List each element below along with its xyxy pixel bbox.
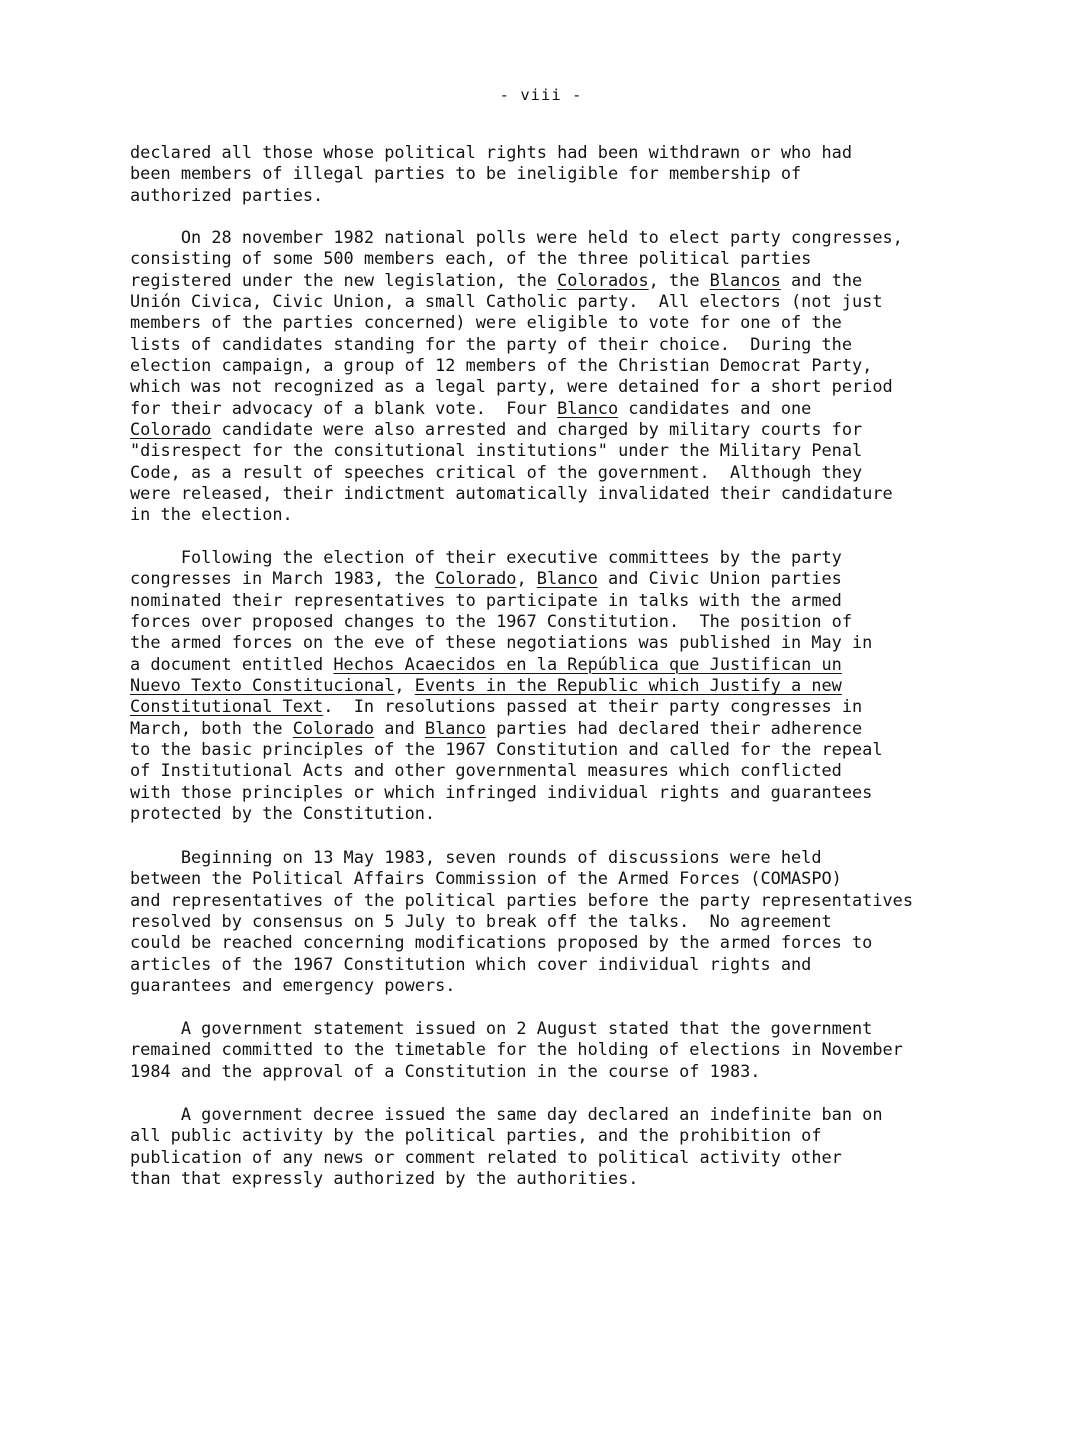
- underlined-term: Colorados: [557, 269, 649, 290]
- underlined-term: Events in the Republic which Justify a new: [414, 675, 842, 696]
- text-segment: and: [374, 717, 425, 738]
- text-segment: and the: [780, 269, 863, 290]
- text-segment: "disrespect for the consitutional institutions" under the Military Penal: [130, 440, 863, 461]
- text-line: [130, 760, 883, 781]
- text-line: [130, 696, 883, 717]
- text-segment: been members of illegal parties to be ineligible for membership of: [130, 163, 802, 184]
- text-segment: , the: [648, 269, 710, 290]
- text-segment: articles of the 1967 Constitution which cover individual rights and: [130, 953, 812, 974]
- text-segment: publication of any news or comment related to political activity other: [130, 1146, 842, 1167]
- text-segment: with those principles or which infringed individual rights and guarantees: [130, 781, 873, 802]
- underlined-term: Blancos: [709, 269, 781, 290]
- paragraph-2: [130, 227, 903, 526]
- text-segment: registered under the new legislation, the: [130, 269, 558, 290]
- underlined-term: Colorado: [292, 717, 375, 738]
- text-line: [130, 611, 883, 632]
- underlined-term: Constitutional Text: [130, 696, 324, 717]
- text-line: [130, 355, 903, 376]
- text-line: [130, 868, 913, 889]
- text-segment: all public activity by the political parties, and the prohibition of: [130, 1125, 822, 1146]
- text-segment: resolved by consensus on 5 July to break off the talks. No agreement: [130, 911, 832, 932]
- text-segment: Unión Civica, Civic Union, a small Catholic party. All electors (not just: [130, 291, 883, 312]
- text-line: [130, 440, 903, 461]
- text-line: [130, 632, 883, 653]
- text-segment: Following the election of their executive committees by the party: [130, 547, 842, 567]
- text-segment: consisting of some 500 members each, of the three political parties: [130, 248, 812, 269]
- text-segment: could be reached concerning modifications proposed by the armed forces to: [130, 932, 873, 953]
- text-segment: of Institutional Acts and other governmental measures which conflicted: [130, 760, 842, 781]
- text-line: [130, 291, 903, 312]
- underlined-term: Hechos Acaecidos en la República que Justifican un: [333, 653, 842, 674]
- text-line: [130, 739, 883, 760]
- text-segment: A government statement issued on 2 August stated that the government: [130, 1018, 873, 1038]
- text-line: [130, 1018, 903, 1039]
- text-line: [130, 568, 883, 589]
- text-segment: for their advocacy of a blank vote. Four: [130, 397, 558, 418]
- text-segment: election campaign, a group of 12 members of the Christian Democrat Party,: [130, 355, 873, 376]
- text-line: [130, 376, 903, 397]
- text-line: [130, 419, 903, 440]
- underlined-term: Colorado: [130, 419, 212, 440]
- underlined-term: Colorado: [435, 568, 517, 589]
- text-line: [130, 654, 883, 675]
- text-segment: were released, their indictment automatically invalidated their candidature: [130, 483, 893, 504]
- text-segment: remained committed to the timetable for the holding of elections in November: [130, 1039, 903, 1060]
- text-segment: declared all those whose political rights had been withdrawn or who had: [130, 142, 853, 162]
- text-segment: forces over proposed changes to the 1967 Constitution. The position of: [130, 611, 853, 632]
- text-line: [130, 1039, 903, 1060]
- text-line: [130, 334, 903, 355]
- text-line: [130, 398, 903, 419]
- text-line: [130, 675, 883, 696]
- text-line: [130, 1104, 883, 1125]
- underlined-term: Blanco: [424, 717, 486, 738]
- text-segment: parties had declared their adherence: [485, 717, 863, 738]
- text-segment: On 28 november 1982 national polls were held to elect party congresses,: [130, 227, 903, 247]
- paragraph-1: [130, 142, 852, 206]
- text-segment: lists of candidates standing for the party of their choice. During the: [130, 333, 853, 354]
- text-segment: congresses in March 1983, the: [130, 568, 436, 589]
- page-number: - viii -: [499, 86, 583, 104]
- text-segment: authorized parties.: [130, 184, 324, 205]
- text-segment: 1984 and the approval of a Constitution in the course of 1983.: [130, 1060, 761, 1081]
- text-segment: members of the parties concerned) were eligible to vote for one of the: [130, 312, 842, 333]
- text-line: [130, 483, 903, 504]
- underlined-term: Blanco: [557, 397, 619, 418]
- text-line: [130, 1125, 883, 1146]
- text-line: [130, 163, 852, 184]
- text-line: [130, 1168, 883, 1189]
- text-segment: ,: [394, 675, 415, 696]
- text-segment: protected by the Constitution.: [130, 803, 436, 824]
- text-segment: candidates and one: [618, 397, 812, 418]
- text-segment: than that expressly authorized by the authorities.: [130, 1168, 639, 1189]
- text-segment: which was not recognized as a legal party, were detained for a short period: [130, 376, 893, 397]
- text-line: [130, 185, 852, 206]
- text-segment: to the basic principles of the 1967 Constitution and called for the repeal: [130, 739, 883, 760]
- text-segment: A government decree issued the same day declared an indefinite ban on: [130, 1104, 883, 1124]
- text-line: [130, 248, 903, 269]
- text-segment: and representatives of the political parties before the party representatives: [130, 889, 914, 910]
- text-segment: guarantees and emergency powers.: [130, 975, 456, 996]
- text-segment: candidate were also arrested and charged by military courts for: [211, 419, 863, 440]
- text-line: [130, 590, 883, 611]
- text-line: [130, 462, 903, 483]
- paragraph-6: [130, 1104, 883, 1189]
- text-line: [130, 954, 913, 975]
- text-segment: the armed forces on the eve of these negotiations was published in May in: [130, 632, 873, 653]
- underlined-term: Nuevo Texto Constitucional: [130, 675, 395, 696]
- text-segment: between the Political Affairs Commission of the Armed Forces (COMASPO): [130, 868, 842, 889]
- text-line: [130, 718, 883, 739]
- text-line: [130, 975, 913, 996]
- text-line: [130, 270, 903, 291]
- text-line: [130, 142, 852, 163]
- text-line: [130, 932, 913, 953]
- text-line: [130, 504, 903, 525]
- text-segment: and Civic Union parties: [597, 568, 842, 589]
- text-segment: . In resolutions passed at their party congresses in: [323, 696, 863, 717]
- text-line: [130, 782, 883, 803]
- paragraph-5: [130, 1018, 903, 1082]
- paragraph-3: [130, 547, 883, 824]
- text-segment: March, both the: [130, 717, 293, 738]
- text-segment: in the election.: [130, 504, 293, 525]
- text-segment: ,: [516, 568, 537, 589]
- text-line: [130, 312, 903, 333]
- text-line: [130, 890, 913, 911]
- underlined-term: Blanco: [536, 568, 598, 589]
- text-line: [130, 911, 913, 932]
- text-segment: Beginning on 13 May 1983, seven rounds of discussions were held: [130, 847, 822, 867]
- text-segment: Code, as a result of speeches critical of the government. Although they: [130, 461, 863, 482]
- text-segment: nominated their representatives to participate in talks with the armed: [130, 589, 842, 610]
- text-line: [130, 547, 883, 568]
- paragraph-4: [130, 847, 913, 996]
- text-line: [130, 803, 883, 824]
- text-line: [130, 1147, 883, 1168]
- text-line: [130, 1061, 903, 1082]
- text-segment: a document entitled: [130, 653, 334, 674]
- text-line: [130, 227, 903, 248]
- text-line: [130, 847, 913, 868]
